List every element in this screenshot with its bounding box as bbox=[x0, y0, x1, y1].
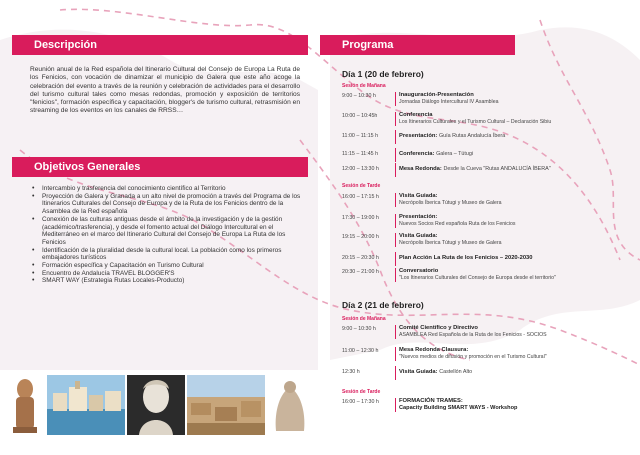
row-divider bbox=[395, 148, 396, 162]
row-title: Comité Científico y Directivo bbox=[399, 325, 478, 331]
row-title: Presentación: bbox=[399, 214, 438, 220]
row-divider bbox=[395, 347, 396, 361]
schedule-row bbox=[342, 214, 632, 230]
day2-afternoon-label: Sesión de Tarde bbox=[342, 389, 381, 395]
row-title bbox=[399, 133, 505, 139]
row-divider bbox=[395, 92, 396, 106]
schedule-row bbox=[342, 130, 632, 146]
schedule-row bbox=[342, 325, 632, 341]
objetivo-item: • Formación específica y Capacitación en Turismo Cultural bbox=[30, 262, 302, 270]
schedule-row bbox=[342, 112, 632, 128]
day1-title: Día 1 (20 de febrero) bbox=[342, 69, 424, 79]
row-title bbox=[399, 166, 551, 172]
row-divider bbox=[395, 214, 396, 228]
row-title: Conferencia bbox=[399, 112, 433, 118]
schedule-row bbox=[342, 193, 632, 209]
row-time: 11:00 – 12:30 h bbox=[342, 348, 379, 354]
row-time: 20:30 – 21:00 h bbox=[342, 269, 379, 275]
row-time: 11:15 – 11:45 h bbox=[342, 151, 379, 157]
row-title: Inauguración-Presentación bbox=[399, 92, 474, 98]
objetivo-item: • Proyección de Galera y Granada a un alto nivel de promoción a través del Programa de los Itinerarios Culturales del Consejo de Europa y de la Ruta de los Fenicios dentro de la Asamblea de la Red española bbox=[30, 193, 302, 216]
bust-photo bbox=[127, 375, 185, 435]
row-divider bbox=[395, 112, 396, 126]
coastal-town-photo bbox=[47, 375, 125, 435]
row-subtitle: Los Itinerarios Culturales y el Turismo Cultural – Declaración Sibiu bbox=[399, 119, 552, 125]
objetivo-item: • Intercambio y trasferencia del conocimiento científico al Territorio bbox=[30, 185, 302, 193]
row-title-text: Mesa Redonda: bbox=[399, 166, 442, 172]
row-divider bbox=[395, 193, 396, 207]
objetivos-heading: Objetivos Generales bbox=[12, 157, 308, 177]
row-title-text: Visita Guiada: bbox=[399, 369, 438, 375]
row-subtitle: "Los Itinerarios Culturales del Consejo de Europa desde el territorio" bbox=[399, 275, 556, 281]
schedule-row bbox=[342, 252, 632, 268]
objetivo-item: • SMART WAY (Estrategia Rutas Locales-Producto) bbox=[30, 277, 302, 285]
objetivo-item: • Identificación de la pluralidad desde la cultural local. La población como los primeros embajadores turísticos bbox=[30, 247, 302, 262]
row-time: 12:00 – 13:30 h bbox=[342, 166, 379, 172]
row-title: Mesa Redonda Clausura: bbox=[399, 347, 469, 353]
row-time: 10:00 – 10:45h bbox=[342, 113, 378, 119]
row-divider bbox=[395, 130, 396, 144]
row-divider bbox=[395, 233, 396, 247]
row-subtitle: Jornadas Diálogo Intercultural IV Asamblea bbox=[399, 99, 499, 105]
descripcion-heading: Descripción bbox=[12, 35, 308, 55]
row-time: 16:00 – 17:15 h bbox=[342, 194, 379, 200]
row-inline-subtitle: Castellón Alto bbox=[439, 369, 473, 375]
objetivo-item: • Encuentro de Andalucía TRAVEL BLOGGER'S bbox=[30, 270, 302, 278]
programa-heading: Programa bbox=[320, 35, 515, 55]
row-title: FORMACIÓN TRAMES: bbox=[399, 398, 463, 404]
row-subtitle: ASAMBLEA Red Española de la Ruta de los Fenicios - SOCIOS bbox=[399, 332, 547, 338]
row-subtitle: Necrópolis Íberica Tútugi y Museo de Galera bbox=[399, 200, 502, 206]
schedule-row bbox=[342, 398, 632, 414]
day1-afternoon-label: Sesión de Tarde bbox=[342, 183, 381, 189]
schedule-row bbox=[342, 92, 632, 108]
day2-title: Día 2 (21 de febrero) bbox=[342, 300, 424, 310]
ruins-photo bbox=[187, 375, 265, 435]
row-time: 12:30 h bbox=[342, 369, 360, 375]
row-time: 9:00 – 10:30 h bbox=[342, 93, 376, 99]
row-title: Conversatorio bbox=[399, 268, 439, 274]
row-divider bbox=[395, 366, 396, 380]
objetivo-item: • Conexión de las culturas antiguas desde el ámbito de la investigación y de la gestión (académico/trasferencia), y desde el fomento actual del Diálogo Intercultural en el Mediterráneo en el marco del Itinerario Cultural del Consejo de Europa La Ruta de los Fenicios bbox=[30, 216, 302, 247]
row-divider bbox=[395, 398, 396, 412]
sculpture-photo bbox=[268, 375, 312, 435]
photo-strip bbox=[0, 375, 315, 435]
row-time: 20:15 – 20:30 h bbox=[342, 255, 379, 261]
row-divider bbox=[395, 252, 396, 266]
row-subtitle: Capacity Building SMART WAYS - Workshop bbox=[399, 405, 518, 411]
row-time: 17:30 – 19:00 h bbox=[342, 215, 379, 221]
row-inline-subtitle: Galera – Tútugi bbox=[436, 151, 474, 157]
row-time: 16:00 – 17:30 h bbox=[342, 399, 379, 405]
row-inline-subtitle: Desde la Cueva "Rutas ANDALUCÍA ÍBERA" bbox=[443, 166, 551, 172]
row-divider bbox=[395, 268, 396, 282]
row-inline-subtitle: Guía Rutas Andalucía Íbera bbox=[438, 133, 506, 139]
row-subtitle: Necrópolis Íberica Tútugi y Museo de Galera bbox=[399, 240, 502, 246]
day1-morning-label: Sesión de Mañana bbox=[342, 83, 386, 89]
row-time: 19:15 – 20:00 h bbox=[342, 234, 379, 240]
descripcion-text: Reunión anual de la Red española del Itinerario Cultural del Consejo de Europa La Ruta de los Fenicios, con vocación de dinamizar el municipio de Galera que este año acoge la celebración del evento a través de la reunión y celebración de actividades para el desarrollo del turismo cultural tales como mesas redondas, promoción y exposición de territorios "fenicios", formación específica y capacitación, blogger's de turismo cultural, retrasmisión en streaming de los eventos en los canales de RRSS… bbox=[30, 66, 300, 115]
row-divider bbox=[395, 325, 396, 339]
row-subtitle: "Nuevos medios de difusión y promoción en el Turismo Cultural" bbox=[399, 354, 547, 360]
schedule-row bbox=[342, 233, 632, 249]
row-title: Plan Acción La Ruta de los Fenicios – 2020-2030 bbox=[399, 255, 533, 261]
statue-photo bbox=[5, 375, 45, 435]
row-time: 11:00 – 11:15 h bbox=[342, 133, 379, 139]
schedule-row bbox=[342, 163, 632, 179]
row-title: Visita Guiada: bbox=[399, 233, 438, 239]
schedule-row bbox=[342, 268, 632, 284]
schedule-row bbox=[342, 148, 632, 164]
row-title: Visita Guiada: bbox=[399, 193, 438, 199]
schedule-row bbox=[342, 366, 632, 382]
schedule-row bbox=[342, 347, 632, 363]
row-divider bbox=[395, 163, 396, 177]
row-time: 9:00 – 10:30 h bbox=[342, 326, 376, 332]
row-title bbox=[399, 369, 472, 375]
day2-morning-label: Sesión de Mañana bbox=[342, 316, 386, 322]
row-title-text: Presentación: bbox=[399, 133, 438, 139]
row-title-text: Conferencia: bbox=[399, 151, 435, 157]
row-subtitle: Nuevos Socios Red española Ruta de los Fenicios bbox=[399, 221, 516, 227]
row-title bbox=[399, 151, 473, 157]
objetivos-list bbox=[30, 185, 302, 285]
